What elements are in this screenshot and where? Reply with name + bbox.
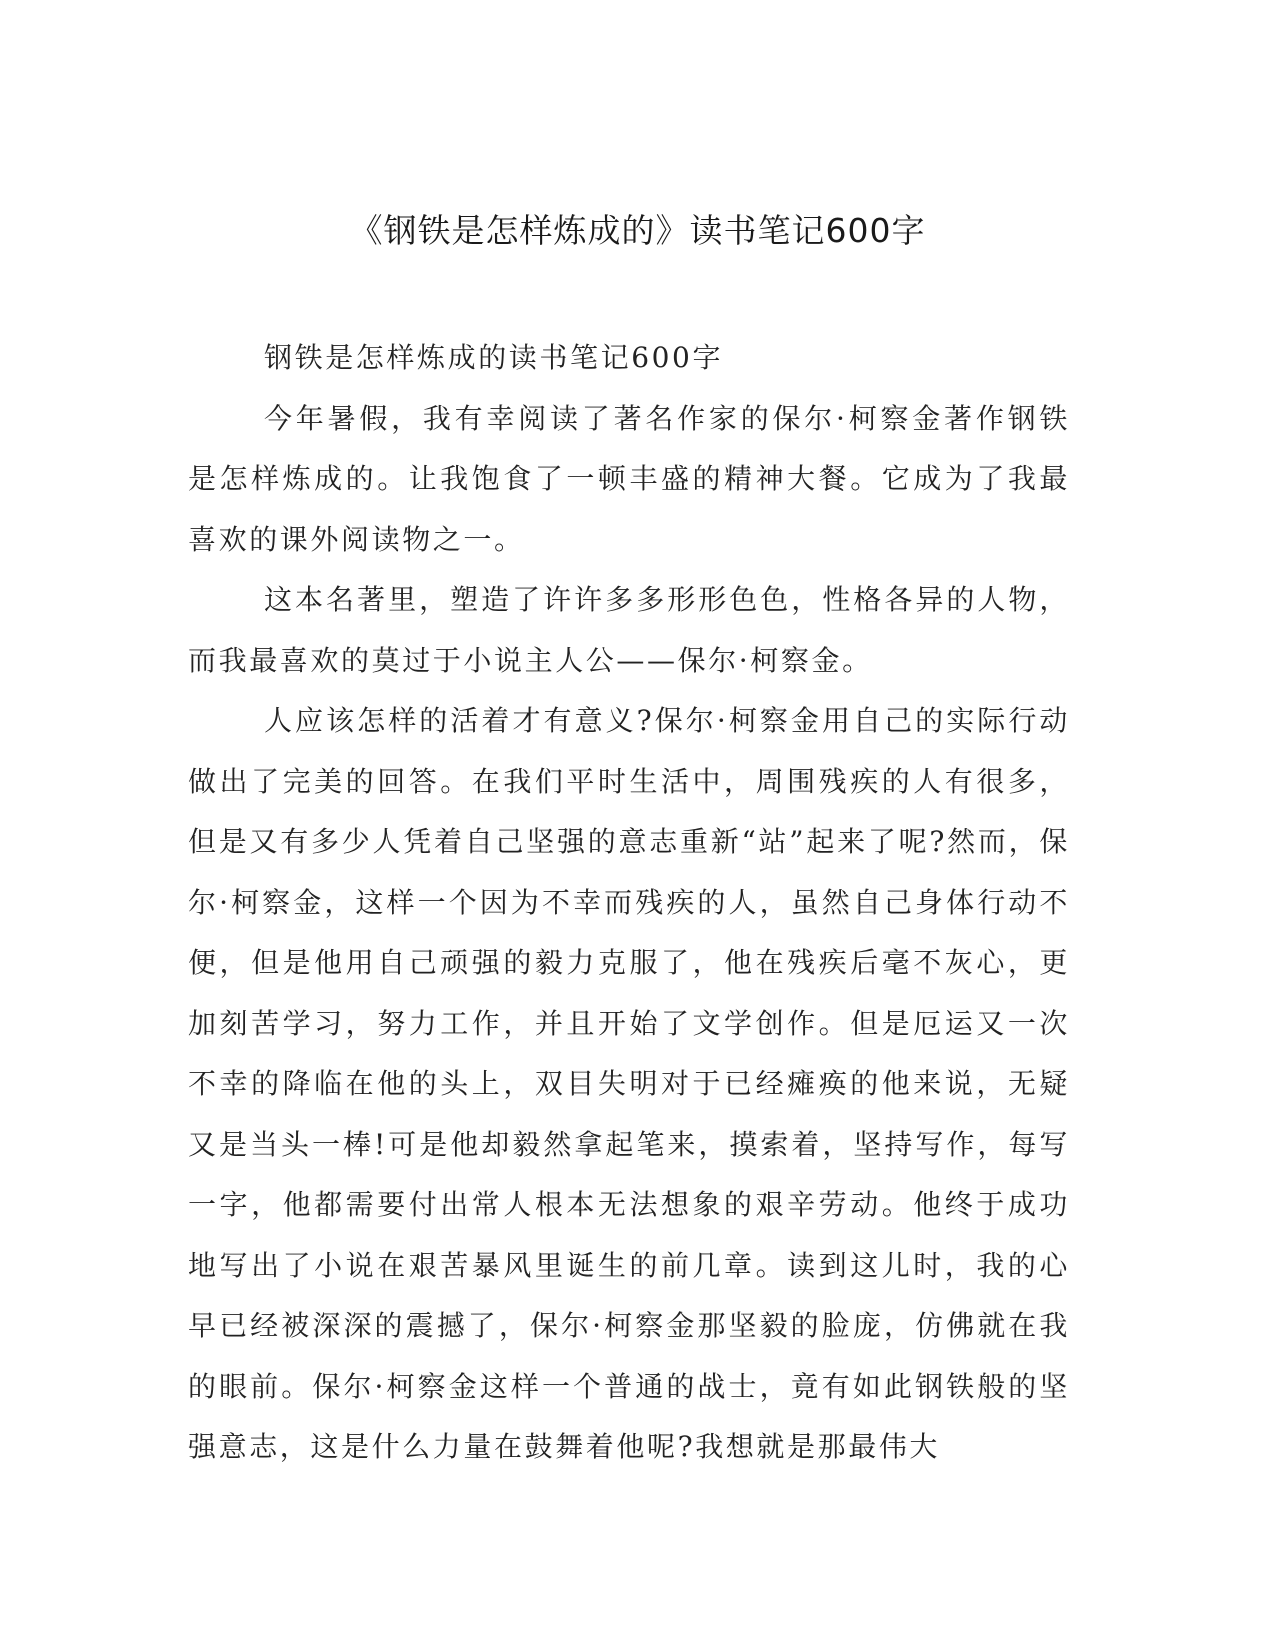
paragraph: 今年暑假，我有幸阅读了著名作家的保尔·柯察金著作钢铁是怎样炼成的。让我饱食了一顿丰盛的精神大餐。它成为了我最喜欢的课外阅读物之一。 xyxy=(188,401,1070,556)
paragraph: 这本名著里，塑造了许许多多形形色色，性格各异的人物，而我最喜欢的莫过于小说主人公——保尔·柯察金。 xyxy=(188,583,1070,677)
document-body xyxy=(188,328,1070,1478)
paragraph-subtitle: 钢铁是怎样炼成的读书笔记600字 xyxy=(264,341,724,374)
paragraph: 人应该怎样的活着才有意义?保尔·柯察金用自己的实际行动做出了完美的回答。在我们平时生活中，周围残疾的人有很多，但是又有多少人凭着自己坚强的意志重新“站”起来了呢?然而，保尔·柯察金，这样一个因为不幸而残疾的人，虽然自己身体行动不便，但是他用自己顽强的毅力克服了，他在残疾后毫不灰心，更加刻苦学习，努力工作，并且开始了文学创作。但是厄运又一次不幸的降临在他的头上，双目失明对于已经瘫痪的他来说，无疑又是当头一棒!可是他却毅然拿起笔来，摸索着，坚持写作，每写一字，他都需要付出常人根本无法想象的艰辛劳动。他终于成功地写出了小说在艰苦暴风里诞生的前几章。读到这儿时，我的心早已经被深深的震撼了，保尔·柯察金那坚毅的脸庞，仿佛就在我的眼前。保尔·柯察金这样一个普通的战士，竟有如此钢铁般的坚强意志，这是什么力量在鼓舞着他呢?我想就是那最伟大 xyxy=(188,704,1070,1463)
document-title: 《钢铁是怎样炼成的》读书笔记600字 xyxy=(349,211,926,250)
